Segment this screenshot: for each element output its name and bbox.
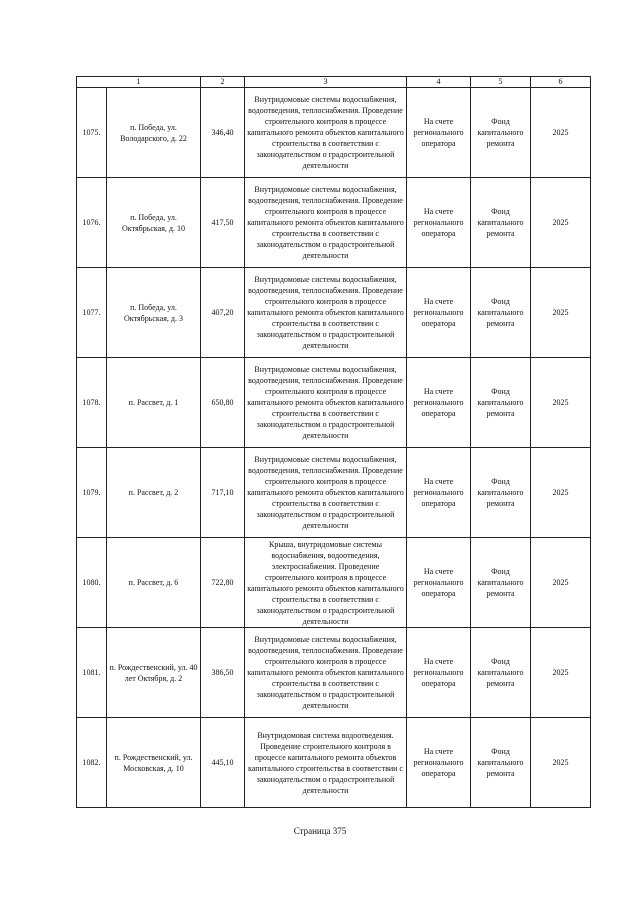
row-year: 2025 [531, 628, 591, 718]
table-row [77, 448, 591, 538]
row-number: 1081. [77, 628, 107, 718]
row-account: На счете регионального оператора [407, 718, 471, 808]
header-row [77, 77, 591, 88]
row-account: На счете регионального оператора [407, 628, 471, 718]
row-year: 2025 [531, 718, 591, 808]
row-works: Внутридомовые системы водоснабжения, водоотведения, теплоснабжения. Проведение строительного контроля в процессе капитального ремонта объектов капитального строительства в соответствии с законодательством о градостроительной деятельности [245, 178, 407, 268]
header-col-6: 6 [531, 77, 591, 88]
row-funding-source: Фонд капитального ремонта [471, 268, 531, 358]
row-address: п. Победа, ул. Октябрьская, д. 3 [107, 268, 201, 358]
row-year: 2025 [531, 538, 591, 628]
table-row [77, 178, 591, 268]
row-number: 1082. [77, 718, 107, 808]
row-account: На счете регионального оператора [407, 538, 471, 628]
row-address: п. Рождественский, ул. Московская, д. 10 [107, 718, 201, 808]
row-funding-source: Фонд капитального ремонта [471, 448, 531, 538]
row-address: п. Победа, ул. Володарского, д. 22 [107, 88, 201, 178]
table-row [77, 88, 591, 178]
row-area: 407,20 [201, 268, 245, 358]
row-number: 1075. [77, 88, 107, 178]
page-number: Страница 375 [293, 826, 347, 836]
table-row [77, 268, 591, 358]
row-area: 386,50 [201, 628, 245, 718]
row-account: На счете регионального оператора [407, 358, 471, 448]
row-funding-source: Фонд капитального ремонта [471, 718, 531, 808]
row-account: На счете регионального оператора [407, 448, 471, 538]
row-works: Внутридомовые системы водоснабжения, водоотведения, теплоснабжения. Проведение строительного контроля в процессе капитального ремонта объектов капитального строительства в соответствии с законодательством о градостроительной деятельности [245, 628, 407, 718]
row-address: п. Победа, ул. Октябрьская, д. 10 [107, 178, 201, 268]
row-funding-source: Фонд капитального ремонта [471, 358, 531, 448]
header-col-4: 4 [407, 77, 471, 88]
row-funding-source: Фонд капитального ремонта [471, 538, 531, 628]
header-col-2: 2 [201, 77, 245, 88]
row-year: 2025 [531, 358, 591, 448]
header-col-3: 3 [245, 77, 407, 88]
row-account: На счете регионального оператора [407, 88, 471, 178]
table-row [77, 628, 591, 718]
row-account: На счете регионального оператора [407, 268, 471, 358]
header-col-5: 5 [471, 77, 531, 88]
row-address: п. Рассвет, д. 6 [107, 538, 201, 628]
row-area: 346,40 [201, 88, 245, 178]
row-address: п. Рассвет, д. 2 [107, 448, 201, 538]
row-works: Крыша, внутридомовые системы водоснабжения, водоотведения, электроснабжения. Проведение строительного контроля в процессе капитального ремонта объектов капитального строительства в соответствии с законодательством о градостроительной деятельности [245, 538, 407, 628]
row-account: На счете регионального оператора [407, 178, 471, 268]
row-address: п. Рождественский, ул. 40 лет Октября, д. 2 [107, 628, 201, 718]
row-number: 1078. [77, 358, 107, 448]
row-works: Внутридомовые системы водоснабжения, водоотведения, теплоснабжения. Проведение строительного контроля в процессе капитального ремонта объектов капитального строительства в соответствии с законодательством о градостроительной деятельности [245, 448, 407, 538]
row-area: 417,50 [201, 178, 245, 268]
row-works: Внутридомовые системы водоснабжения, водоотведения, теплоснабжения. Проведение строительного контроля в процессе капитального ремонта объектов капитального строительства в соответствии с законодательством о градостроительной деятельности [245, 88, 407, 178]
row-address: п. Рассвет, д. 1 [107, 358, 201, 448]
row-funding-source: Фонд капитального ремонта [471, 88, 531, 178]
row-works: Внутридомовые системы водоснабжения, водоотведения, теплоснабжения. Проведение строительного контроля в процессе капитального ремонта объектов капитального строительства в соответствии с законодательством о градостроительной деятельности [245, 358, 407, 448]
repair-program-table [76, 76, 591, 808]
row-year: 2025 [531, 268, 591, 358]
table-row [77, 538, 591, 628]
row-year: 2025 [531, 448, 591, 538]
row-area: 717,10 [201, 448, 245, 538]
table-row [77, 358, 591, 448]
row-funding-source: Фонд капитального ремонта [471, 178, 531, 268]
table-row [77, 718, 591, 808]
row-funding-source: Фонд капитального ремонта [471, 628, 531, 718]
row-year: 2025 [531, 178, 591, 268]
row-area: 650,80 [201, 358, 245, 448]
row-area: 722,80 [201, 538, 245, 628]
row-number: 1079. [77, 448, 107, 538]
row-works: Внутридомовая система водоотведения. Проведение строительного контроля в процессе капитального ремонта объектов капитального строительства в соответствии с законодательством о градостроительной деятельности [245, 718, 407, 808]
row-number: 1077. [77, 268, 107, 358]
row-number: 1076. [77, 178, 107, 268]
row-number: 1080. [77, 538, 107, 628]
row-works: Внутридомовые системы водоснабжения, водоотведения, теплоснабжения. Проведение строительного контроля в процессе капитального ремонта объектов капитального строительства в соответствии с законодательством о градостроительной деятельности [245, 268, 407, 358]
header-col-1: 1 [77, 77, 201, 88]
row-area: 445,10 [201, 718, 245, 808]
row-year: 2025 [531, 88, 591, 178]
